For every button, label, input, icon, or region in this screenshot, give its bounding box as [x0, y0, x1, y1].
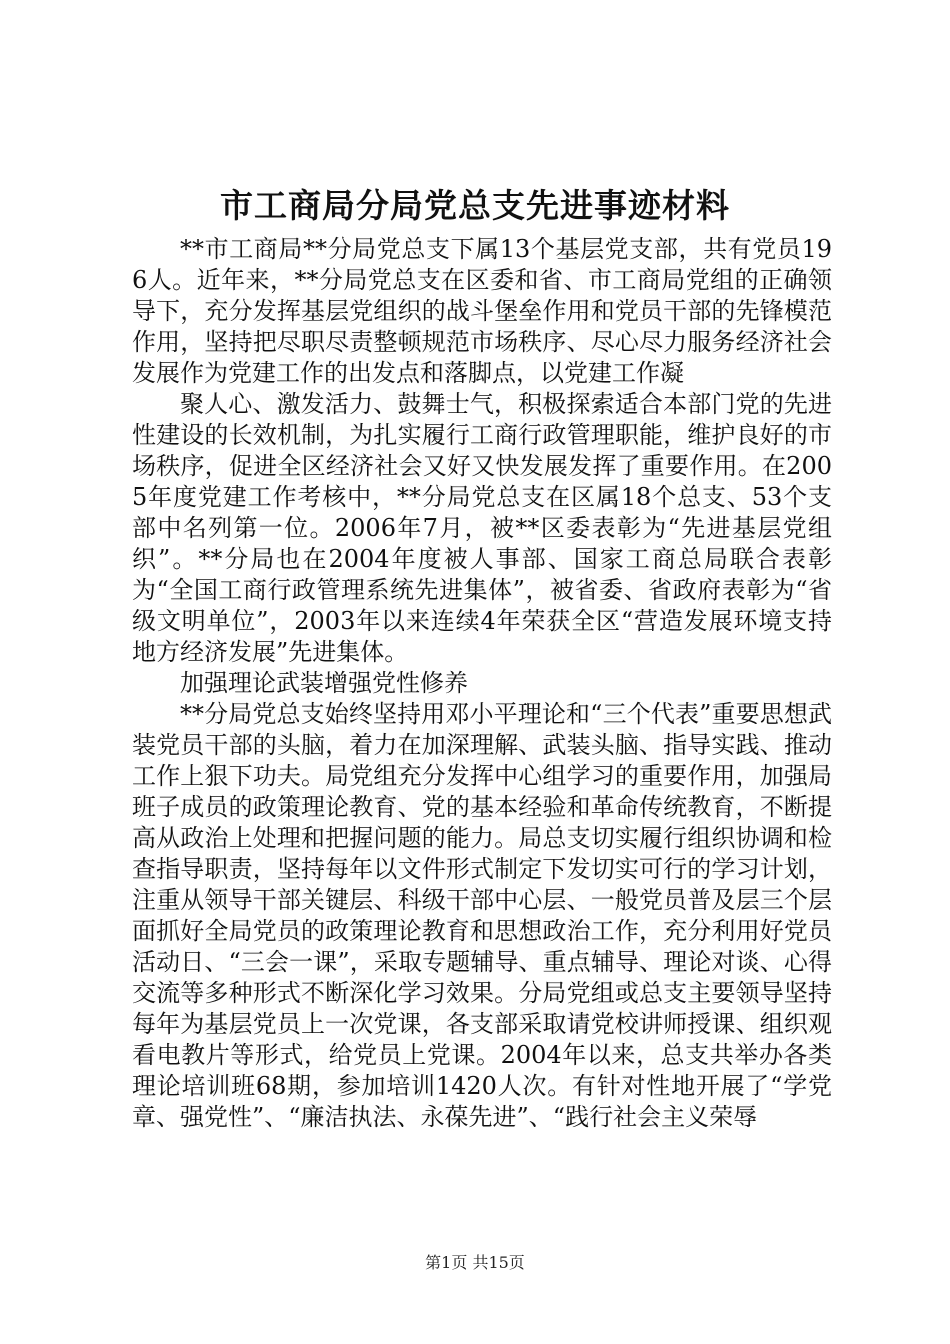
paragraph-theory: **分局党总支始终坚持用邓小平理论和“三个代表”重要思想武装党员干部的头脑，着力在加深理解、武装头脑、指导实践、推动工作上狠下功夫。局党组充分发挥中心组学习的重要作用，加强局班子成员的政策理论教育、党的基本经验和革命传统教育，不断提高从政治上处理和把握问题的能力。局总支切实履行组织协调和检查指导职责，坚持每年以文件形式制定下发切实可行的学习计划，注重从领导干部关键层、科级干部中心层、一般党员普及层三个层面抓好全局党员的政策理论教育和思想政治工作，充分利用好党员活动日、“三会一课”，采取专题辅导、重点辅导、理论对谈、心得交流等多种形式不断深化学习效果。分局党组或总支主要领导坚持每年为基层党员上一次党课，各支部采取请党校讲师授课、组织观看电教片等形式，给党员上党课。2004年以来，总支共举办各类理论培训班68期，参加培训1420人次。有针对性地开展了“学党章、强党性”、“廉洁执法、永葆先进”、“践行社会主义荣辱: [132, 700, 832, 1131]
section-heading: 加强理论武装增强党性修养: [180, 669, 468, 697]
paragraph-intro: **市工商局**分局党总支下属13个基层党支部，共有党员196人。近年来，**分局党总支在区委和省、市工商局党组的正确领导下，充分发挥基层党组织的战斗堡垒作用和党员干部的先锋模范作用，坚持把尽职尽责整顿规范市场秩序、尽心尽力服务经济社会发展作为党建工作的出发点和落脚点，以党建工作凝: [132, 235, 832, 387]
page-footer: 第1页 共15页: [425, 1253, 525, 1272]
paragraph-achievements: 聚人心、激发活力、鼓舞士气，积极探索适合本部门党的先进性建设的长效机制，为扎实履行工商行政管理职能，维护良好的市场秩序，促进全区经济社会又好又快发展发挥了重要作用。在2005年度党建工作考核中，**分局党总支在区属18个总支、53个支部中名列第一位。2006年7月，被**区委表彰为“先进基层党组织”。**分局也在2004年度被人事部、国家工商总局联合表彰为“全国工商行政管理系统先进集体”，被省委、省政府表彰为“省级文明单位”，2003年以来连续4年荣获全区“营造发展环境支持地方经济发展”先进集体。: [132, 390, 832, 666]
document-title: 市工商局分局党总支先进事迹材料: [220, 186, 730, 225]
document-body: [132, 234, 832, 1133]
